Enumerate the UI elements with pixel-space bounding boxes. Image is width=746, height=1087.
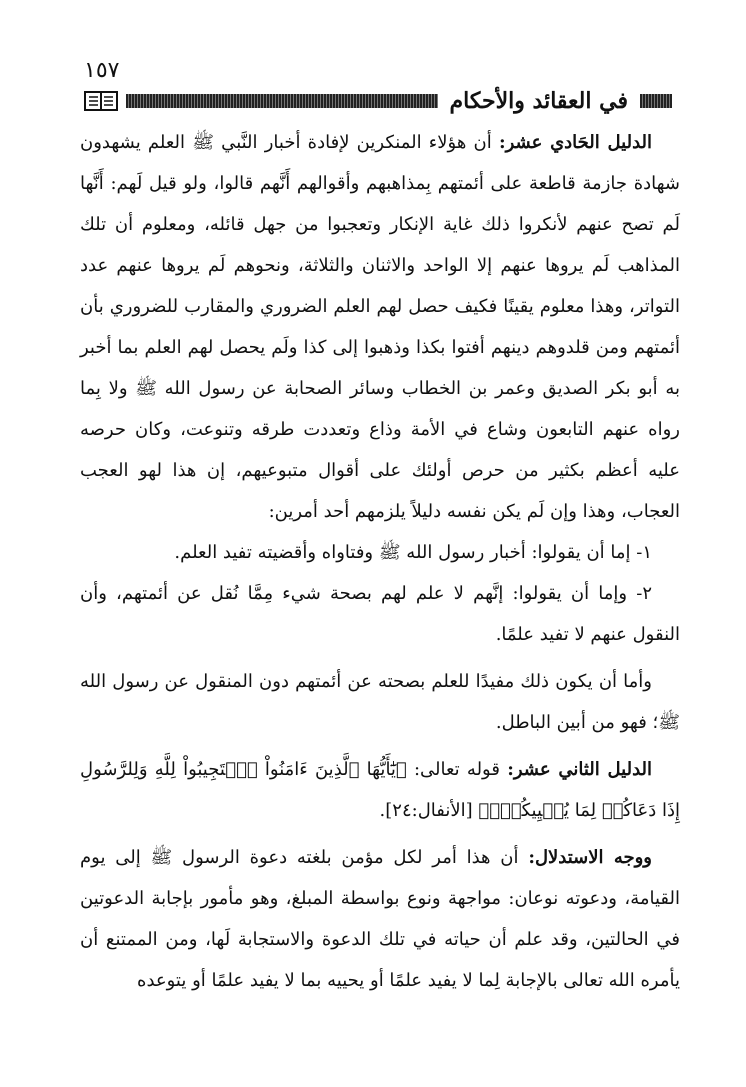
header-ornament-right <box>640 94 672 108</box>
running-header-title: ﻓﻲ العقائد والأحكام <box>449 88 628 114</box>
paragraph-inference <box>80 837 680 1001</box>
page-number: ١٥٧ <box>84 58 120 83</box>
paragraph-text: وأما أن يكون ذلك مفيدًا للعلم بصحته عن أئمتهم دون المنقول عن رسول الله ﷺ؛ فهو من أبين الباطل. <box>80 671 680 733</box>
paragraph-conclusion <box>80 661 680 743</box>
running-header <box>84 86 672 116</box>
paragraph-evidence-12 <box>80 749 680 831</box>
paragraph-text: ٢- وإما أن يقولوا: إنَّهم لا علم لهم بصحة شيء مِمَّا نُقل عن أئمتهم، وأن النقول عنهم لا تفيد علمًا. <box>80 583 680 645</box>
paragraph-lead: ووجه الاستدلال: <box>528 847 653 868</box>
page-body <box>80 122 680 1001</box>
paragraph-evidence-11 <box>80 122 680 532</box>
paragraph-lead: الدليل الحَادي عشر: <box>498 132 652 153</box>
paragraph-text: أن هذا أمر لكل مؤمن بلغته دعوة الرسول ﷺ إلى يوم القيامة، ودعوته نوعان: مواجهة ونوع بواسطة المبلغ، وهو مأمور بإجابة الدعوتين في الحالتين، وقد علم أن حياته في تلك الدعوة والاستجابة لَها، ومن الممتنع أن يأمره الله تعالى بالإجابة لِما لا يفيد علمًا أو يحييه بما لا يفيد علمًا أو يتوعده <box>80 847 680 991</box>
list-item-1 <box>80 532 680 573</box>
book-icon <box>84 90 118 112</box>
paragraph-text: قوله تعالى: ﴿يَٰٓأَيُّهَا ٱلَّذِينَ ءَامَنُواْ ٱسۡتَجِيبُواْ لِلَّهِ وَلِلرَّسُولِ إِذَا دَعَاكُمۡ لِمَا يُحۡيِيكُمۡۖ﴾ [الأنفال:٢٤]. <box>80 759 680 821</box>
list-item-2 <box>80 573 680 655</box>
header-ornament-left <box>126 94 438 108</box>
paragraph-text: أن هؤلاء المنكرين لإفادة أخبار النَّبي ﷺ العلم يشهدون شهادة جازمة قاطعة على أئمتهم بِمذاهبهم وأقوالهم أَنَّهم قالوا، ولو قيل لَهم: أَنَّها لَم تصح عنهم لأنكروا ذلك غاية الإنكار وتعجبوا من جهل قائله، ومعلوم أن تلك المذاهب لَم يروها عنهم إلا الواحد والاثنان والثلاثة، ونحوهم لَم يروها عنهم عدد التواتر، وهذا معلوم يقينًا فكيف حصل لهم العلم الضروري والمقارب للضروري بأن أئمتهم ومن قلدوهم دينهم أفتوا بكذا وذهبوا إلى كذا ولَم يحصل لهم العلم بما أخبر به أبو بكر الصديق وعمر بن الخطاب وسائر الصحابة عن رسول الله ﷺ ولا بِما رواه عنهم التابعون وشاع في الأمة وذاع وتعددت طرقه وتنوعت، وكان حرصه عليه أعظم بكثير من حرص أولئك على أقوال متبوعيهم، إن هذا لهو العجب العجاب، وهذا وإن لَم يكن نفسه دليلاً يلزمهم أحد أمرين: <box>80 132 680 522</box>
paragraph-lead: الدليل الثاني عشر: <box>507 759 652 780</box>
paragraph-text: ١- إما أن يقولوا: أخبار رسول الله ﷺ وفتاواه وأقضيته تفيد العلم. <box>174 542 652 563</box>
